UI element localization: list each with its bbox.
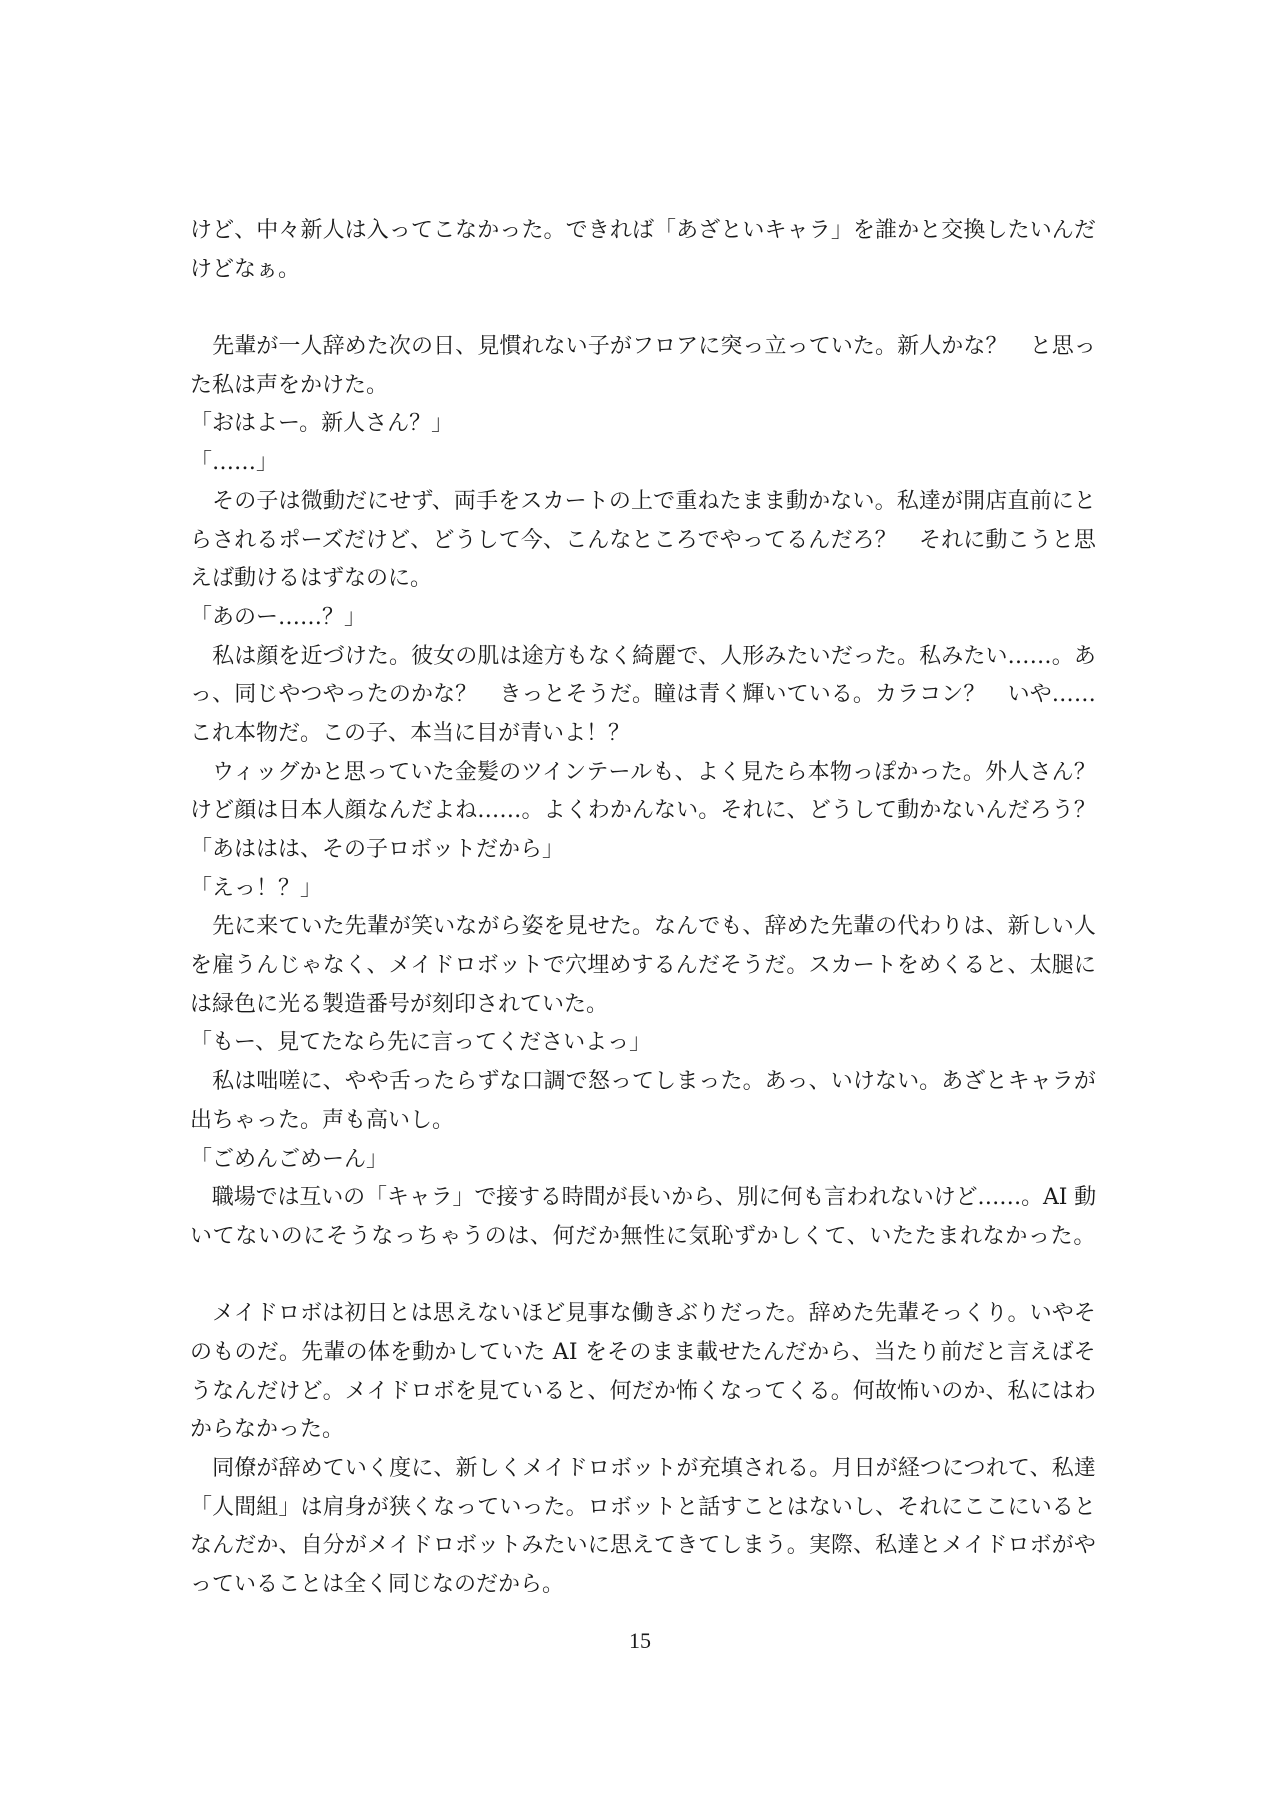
text-line-content: 先輩が一人辞めた次の日、見慣れない子がフロアに突っ立っていた。新人かな？ と思っ (190, 334, 1096, 360)
text-line (190, 251, 1096, 290)
text-line (190, 1024, 1096, 1063)
text-line-content: 「えっ！？」 (190, 875, 323, 901)
text-line-content: けどなぁ。 (190, 256, 301, 282)
text-line-content: 「おはよー。新人さん？」 (190, 411, 454, 437)
text-line (190, 676, 1096, 715)
blank-line (190, 289, 1096, 328)
text-line (190, 1063, 1096, 1102)
text-line-content: 「あのー……？」 (190, 604, 367, 630)
text-line-content: 同僚が辞めていく度に、新しくメイドロボットが充填される。月日が経つにつれて、私達 (190, 1456, 1096, 1481)
text-line (190, 1218, 1096, 1257)
text-line (190, 599, 1096, 638)
text-line-content: 「あははは、その子ロボットだから」 (190, 837, 565, 862)
text-line (190, 1527, 1096, 1566)
text-line-content: っていることは全く同じなのだから。 (190, 1572, 565, 1598)
text-line (190, 986, 1096, 1025)
text-line-content: 私は顔を近づけた。彼女の肌は途方もなく綺麗で、人形みたいだった。私みたい……。あ (190, 643, 1096, 669)
text-line-content: メイドロボは初日とは思えないほど見事な働きぶりだった。辞めた先輩そっくり。いやそ (190, 1301, 1096, 1327)
text-line (190, 367, 1096, 406)
text-line (190, 715, 1096, 754)
text-line-content: を雇うんじゃなく、メイドロボットで穴埋めするんだそうだ。スカートをめくると、太腿に (190, 953, 1096, 979)
text-line-content: 「もー、見てたなら先に言ってくださいよっ」 (190, 1030, 652, 1056)
text-line (190, 1141, 1096, 1180)
text-line (190, 831, 1096, 870)
text-line-content: からなかった。 (190, 1417, 345, 1443)
text-line (190, 1450, 1096, 1489)
text-line-content: けど顔は日本人顔なんだよね……。よくわかんない。それに、どうして動かないんだろう？ (190, 798, 1096, 824)
text-line-content: いてないのにそうなっちゃうのは、何だか無性に気恥ずかしくて、いたたまれなかった。 (190, 1223, 1096, 1249)
text-line-content: た私は声をかけた。 (190, 372, 389, 398)
text-line-content: 職場では互いの「キャラ」で接する時間が長いから、別に何も言われないけど……。AI 動 (190, 1185, 1096, 1211)
text-line (190, 522, 1096, 561)
page-number: 15 (629, 1628, 651, 1653)
text-line (190, 212, 1096, 251)
blank-line (190, 1257, 1096, 1296)
text-line-content: その子は微動だにせず、両手をスカートの上で重ねたまま動かない。私達が開店直前にと (190, 488, 1096, 514)
text-line-content: これ本物だ。この子、本当に目が青いよ！？ (190, 720, 631, 746)
text-line-content: えば動けるはずなのに。 (190, 566, 433, 592)
text-line (190, 405, 1096, 444)
text-line (190, 483, 1096, 522)
text-line-content: 「……」 (190, 450, 279, 476)
text-line (190, 1489, 1096, 1528)
text-line (190, 560, 1096, 599)
text-line (190, 1566, 1096, 1605)
text-line-content: なんだか、自分がメイドロボットみたいに思えてきてしまう。実際、私達とメイドロボがや (190, 1533, 1096, 1559)
text-line-content: けど、中々新人は入ってこなかった。できれば「あざといキャラ」を誰かと交換したいんだ (190, 218, 1096, 243)
text-line (190, 1334, 1096, 1373)
text-line (190, 754, 1096, 793)
text-line-content: 「ごめんごめーん」 (190, 1146, 389, 1172)
text-line-content: は緑色に光る製造番号が刻印されていた。 (190, 991, 609, 1017)
text-line (190, 870, 1096, 909)
text-line-content: っ、同じやつやったのかな？ きっとそうだ。瞳は青く輝いている。カラコン？ いや…… (190, 682, 1096, 708)
text-line (190, 908, 1096, 947)
text-line (190, 1179, 1096, 1218)
text-line (190, 1295, 1096, 1334)
text-line (190, 638, 1096, 677)
text-line (190, 1102, 1096, 1141)
text-line (190, 328, 1096, 367)
text-line-content: 先に来ていた先輩が笑いながら姿を見せた。なんでも、辞めた先輩の代わりは、新しい人 (190, 914, 1096, 940)
body-text (190, 212, 1096, 1605)
text-line (190, 947, 1096, 986)
text-line-content: 「人間組」は肩身が狭くなっていった。ロボットと話すことはないし、それにここにいると (190, 1494, 1096, 1520)
text-line (190, 444, 1096, 483)
text-line-content: らされるポーズだけど、どうして今、こんなところでやってるんだろ？ それに動こうと思 (190, 527, 1096, 553)
text-line (190, 1373, 1096, 1412)
text-line-content: 私は咄嗟に、やや舌ったらずな口調で怒ってしまった。あっ、いけない。あざとキャラが (190, 1069, 1096, 1095)
text-line (190, 1411, 1096, 1450)
text-line-content: 出ちゃった。声も高いし。 (190, 1107, 455, 1133)
text-line-content: のものだ。先輩の体を動かしていた AI をそのまま載せたんだから、当たり前だと言えばそ (190, 1339, 1096, 1365)
text-line-content: うなんだけど。メイドロボを見ていると、何だか怖くなってくる。何故怖いのか、私にはわ (190, 1378, 1096, 1404)
text-line-content: ウィッグかと思っていた金髪のツインテールも、よく見たら本物っぽかった。外人さん？ (190, 759, 1096, 785)
text-line (190, 792, 1096, 831)
